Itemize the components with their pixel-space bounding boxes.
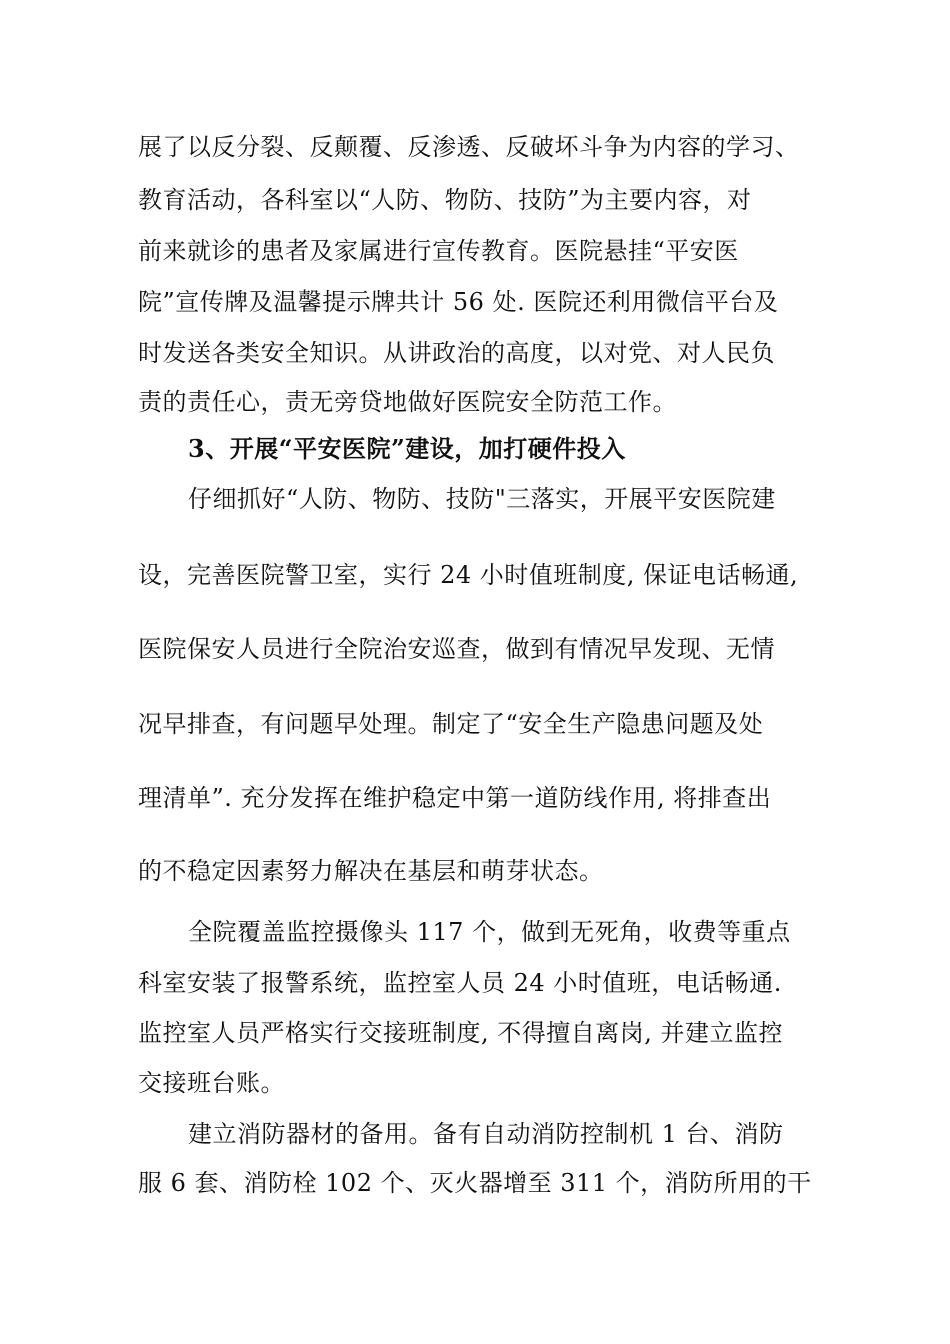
paragraph-1-line-6: 责的责任心，责无旁贷地做好医院安全防范工作。 [138, 388, 677, 416]
paragraph-1-line-3: 前来就诊的患者及家属进行宣传教育。医院悬挂“平安医 [138, 237, 739, 265]
paragraph-3-line-3: 监控室人员严格实行交接班制度, 不得擅自离岗, 并建立监控 [138, 1019, 784, 1047]
paragraph-3-line-4: 交接班台账。 [138, 1069, 285, 1097]
paragraph-1-line-2: 教育活动，各科室以“人防、物防、技防”为主要内容，对 [138, 186, 752, 214]
paragraph-2-line-6: 的不稳定因素努力解决在基层和萌芽状态。 [138, 857, 604, 885]
paragraph-4-line-2: 服 6 套、消防栓 102 个、灭火器增至 311 个，消防所用的干 [138, 1169, 812, 1197]
paragraph-1-line-5: 时发送各类安全知识。从讲政治的高度，以对党、对人民负 [138, 339, 775, 367]
paragraph-2-line-2: 设，完善医院警卫室，实行 24 小时值班制度, 保证电话畅通, [138, 561, 799, 589]
paragraph-3-line-1: 全院覆盖监控摄像头 117 个，做到无死角，收费等重点 [188, 918, 791, 946]
paragraph-4-line-1: 建立消防器材的备用。备有自动消防控制机 1 台、消防 [188, 1120, 784, 1148]
paragraph-2-line-5: 理清单”. 充分发挥在维护稳定中第一道防线作用, 将排查出 [138, 784, 772, 812]
paragraph-1-line-4: 院”宣传牌及温馨提示牌共计 56 处. 医院还利用微信平台及 [138, 288, 779, 316]
paragraph-2-line-1: 仔细抓好“人防、物防、技防"三落实，开展平安医院建 [188, 485, 776, 513]
paragraph-1-line-1: 展了以反分裂、反颠覆、反渗透、反破坏斗争为内容的学习、 [138, 133, 800, 161]
section-heading: 3、开展“平安医院”建设，加打硬件投入 [188, 434, 626, 463]
paragraph-3-line-2: 科室安装了报警系统，监控室人员 24 小时值班，电话畅通. [138, 969, 782, 997]
paragraph-2-line-4: 况早排查，有问题早处理。制定了“安全生产隐患问题及处 [138, 710, 764, 738]
paragraph-2-line-3: 医院保安人员进行全院治安巡查，做到有情况早发现、无情 [138, 635, 775, 663]
